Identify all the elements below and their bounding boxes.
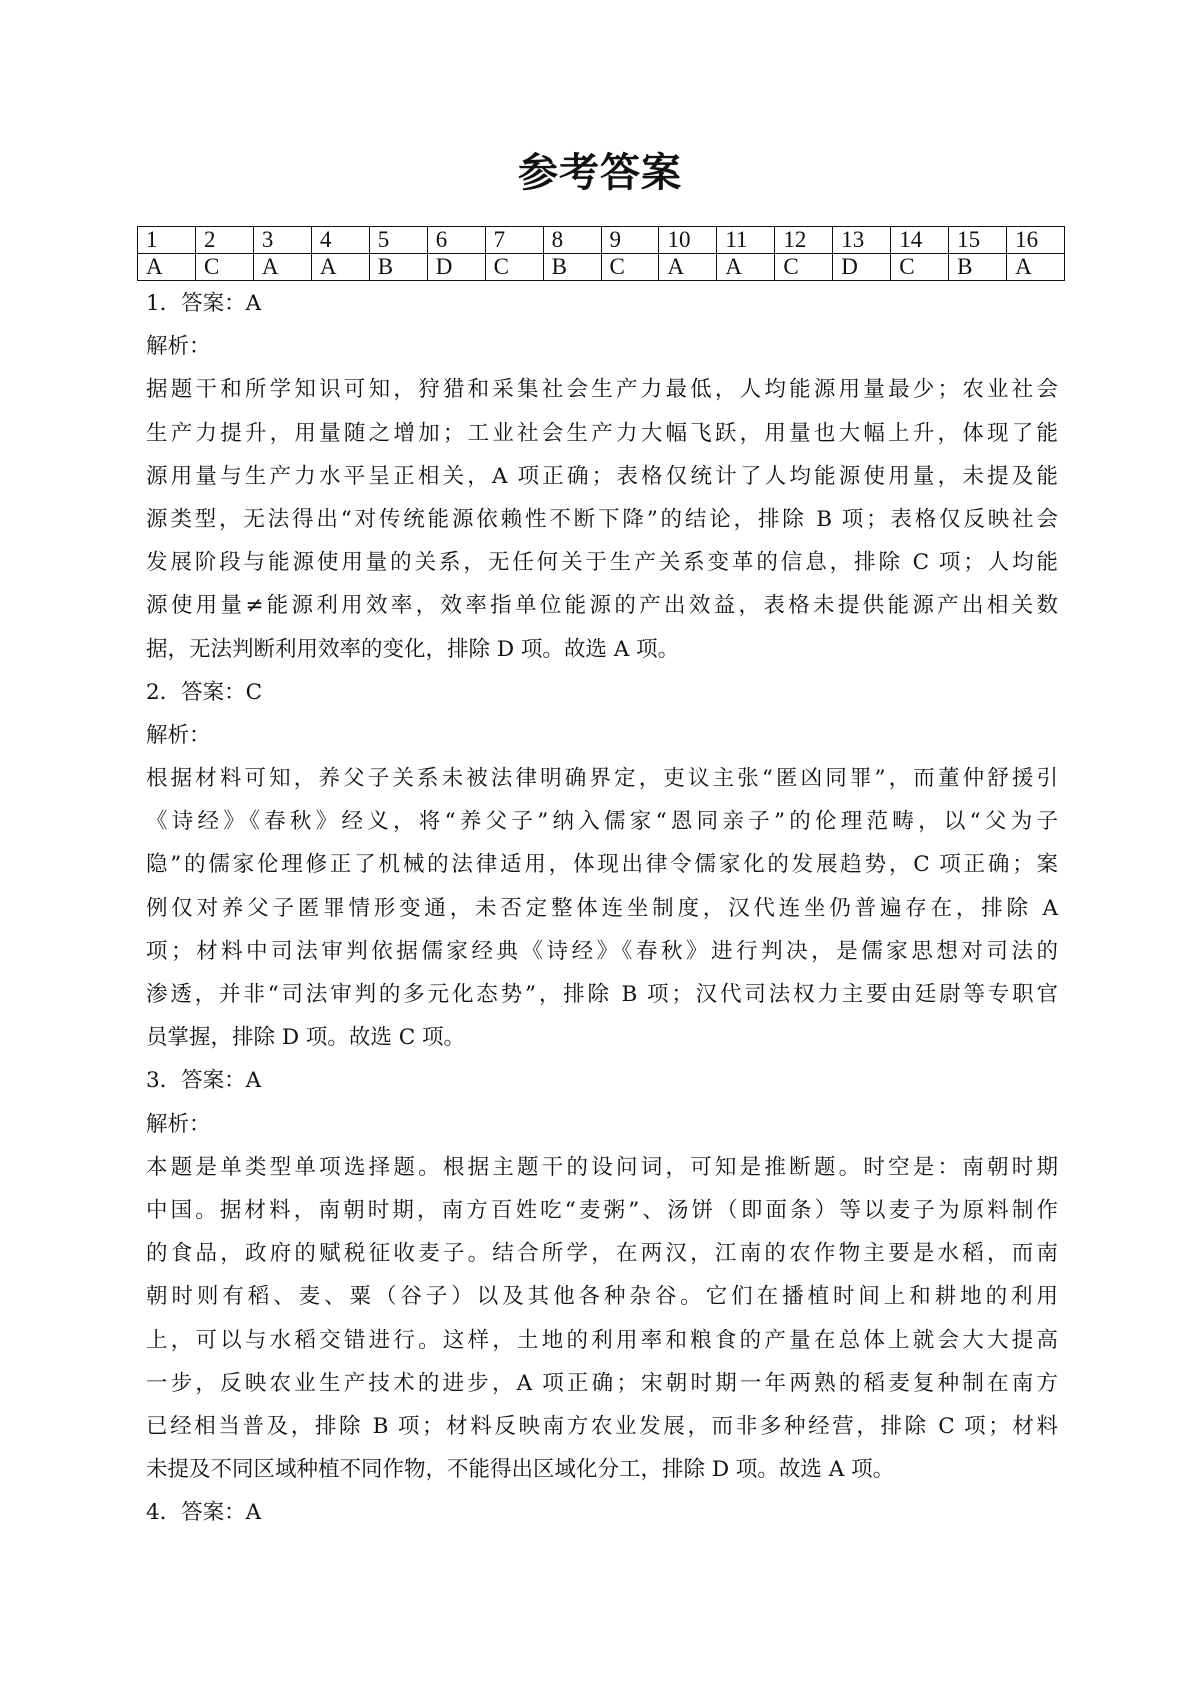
question-number-cell: 2: [195, 227, 253, 254]
analysis-text-line: 项；材料中司法审判依据儒家经典《诗经》《春秋》进行判决，是儒家思想对司法的: [146, 938, 1058, 964]
analysis-text-line: 隐”的儒家伦理修正了机械的法律适用，体现出律令儒家化的发展趋势，C 项正确；案: [146, 852, 1058, 878]
analysis-text-line: 生产力提升，用量随之增加；工业社会生产力大幅飞跃，用量也大幅上升，体现了能: [146, 420, 1058, 446]
analysis-label: 解析：: [146, 334, 211, 360]
answer-heading: 3．答案：A: [146, 1068, 262, 1094]
analysis-text-line: 《诗经》《春秋》经义，将“养父子”纳入儒家“恩同亲子”的伦理范畴，以“父为子: [146, 809, 1058, 835]
question-number-cell: 16: [1007, 227, 1065, 254]
question-number-cell: 8: [543, 227, 601, 254]
analysis-text-line: 上，可以与水稻交错进行。这样，土地的利用率和粮食的产量在总体上就会大大提高: [146, 1327, 1058, 1353]
analysis-text-line: 朝时则有稻、麦、粟（谷子）以及其他各种杂谷。它们在播植时间上和耕地的利用: [146, 1284, 1058, 1310]
analysis-text-line: 已经相当普及，排除 B 项；材料反映南方农业发展，而非多种经营，排除 C 项；材料: [146, 1413, 1058, 1439]
answer-cell: A: [138, 254, 196, 281]
question-number-cell: 12: [775, 227, 833, 254]
answer-cell: A: [717, 254, 775, 281]
analysis-text-line: 根据材料可知，养父子关系未被法律明确界定，吏议主张“匿凶同罪”，而董仲舒援引: [146, 766, 1058, 792]
question-block: [146, 282, 1058, 671]
question-block: [146, 671, 1058, 1060]
question-number-cell: 4: [311, 227, 369, 254]
answer-table: [137, 226, 1065, 281]
analysis-label: 解析：: [146, 1111, 211, 1137]
analysis-text-line: 未提及不同区域种植不同作物，不能得出区域化分工，排除 D 项。故选 A 项。: [146, 1457, 895, 1483]
answer-explanations: [146, 282, 1058, 1534]
page-title: 参考答案: [518, 150, 682, 196]
answer-heading: 1．答案：A: [146, 291, 262, 316]
answer-heading: 4．答案：A: [146, 1500, 262, 1526]
analysis-text-line: 据题干和所学知识可知，狩猎和采集社会生产力最低，人均能源用量最少；农业社会: [146, 377, 1058, 403]
analysis-text-line: 发展阶段与能源使用量的关系，无任何关于生产关系变革的信息，排除 C 项；人均能: [146, 550, 1058, 576]
answer-cell: C: [601, 254, 659, 281]
answer-cell: A: [659, 254, 717, 281]
question-number-cell: 9: [601, 227, 659, 254]
question-number-cell: 7: [485, 227, 543, 254]
analysis-text-line: 例仅对养父子匿罪情形变通，未否定整体连坐制度，汉代连坐仍普遍存在，排除 A: [146, 895, 1058, 921]
analysis-text-line: 渗透，并非“司法审判的多元化态势”，排除 B 项；汉代司法权力主要由廷尉等专职官: [146, 982, 1058, 1007]
question-number-cell: 10: [659, 227, 717, 254]
answer-cell: B: [369, 254, 427, 281]
answer-cell: C: [485, 254, 543, 281]
question-number-cell: 13: [833, 227, 891, 254]
question-number-cell: 3: [253, 227, 311, 254]
analysis-text-line: 源用量与生产力水平呈正相关，A 项正确；表格仅统计了人均能源使用量，未提及能: [146, 463, 1058, 489]
question-number-row: [138, 227, 1065, 254]
analysis-text-line: 据，无法判断利用效率的变化，排除 D 项。故选 A 项。: [146, 636, 680, 662]
answer-cell: B: [543, 254, 601, 281]
answer-cell: C: [775, 254, 833, 281]
question-block: [146, 1491, 1058, 1534]
question-number-cell: 6: [427, 227, 485, 254]
answer-cell: A: [253, 254, 311, 281]
analysis-text-line: 源使用量≠能源利用效率，效率指单位能源的产出效益，表格未提供能源产出相关数: [146, 593, 1058, 619]
analysis-text-line: 源类型，无法得出“对传统能源依赖性不断下降”的结论，排除 B 项；表格仅反映社会: [146, 506, 1058, 532]
answer-cell: D: [427, 254, 485, 281]
question-number-cell: 15: [949, 227, 1007, 254]
analysis-text-line: 的食品，政府的赋税征收麦子。结合所学，在两汉，江南的农作物主要是水稻，而南: [146, 1241, 1058, 1267]
analysis-text-line: 中国。据材料，南朝时期，南方百姓吃“麦粥”、汤饼（即面条）等以麦子为原料制作: [146, 1197, 1058, 1223]
answer-cell: A: [1007, 254, 1065, 281]
analysis-text-line: 本题是单类型单项选择题。根据主题干的设问词，可知是推断题。时空是：南朝时期: [146, 1154, 1058, 1180]
question-number-cell: 1: [138, 227, 196, 254]
question-number-cell: 5: [369, 227, 427, 254]
answer-cell: B: [949, 254, 1007, 281]
answer-cell: C: [195, 254, 253, 281]
answer-row: [138, 254, 1065, 281]
analysis-text-line: 一步，反映农业生产技术的进步，A 项正确；宋朝时期一年两熟的稻麦复种制在南方: [146, 1370, 1058, 1396]
question-number-cell: 11: [717, 227, 775, 254]
question-block: [146, 1059, 1058, 1491]
analysis-text-line: 员掌握，排除 D 项。故选 C 项。: [146, 1025, 466, 1051]
answer-heading: 2．答案：C: [146, 679, 263, 705]
analysis-label: 解析：: [146, 722, 211, 748]
answer-cell: A: [311, 254, 369, 281]
question-number-cell: 14: [891, 227, 949, 254]
answer-cell: D: [833, 254, 891, 281]
answer-cell: C: [891, 254, 949, 281]
